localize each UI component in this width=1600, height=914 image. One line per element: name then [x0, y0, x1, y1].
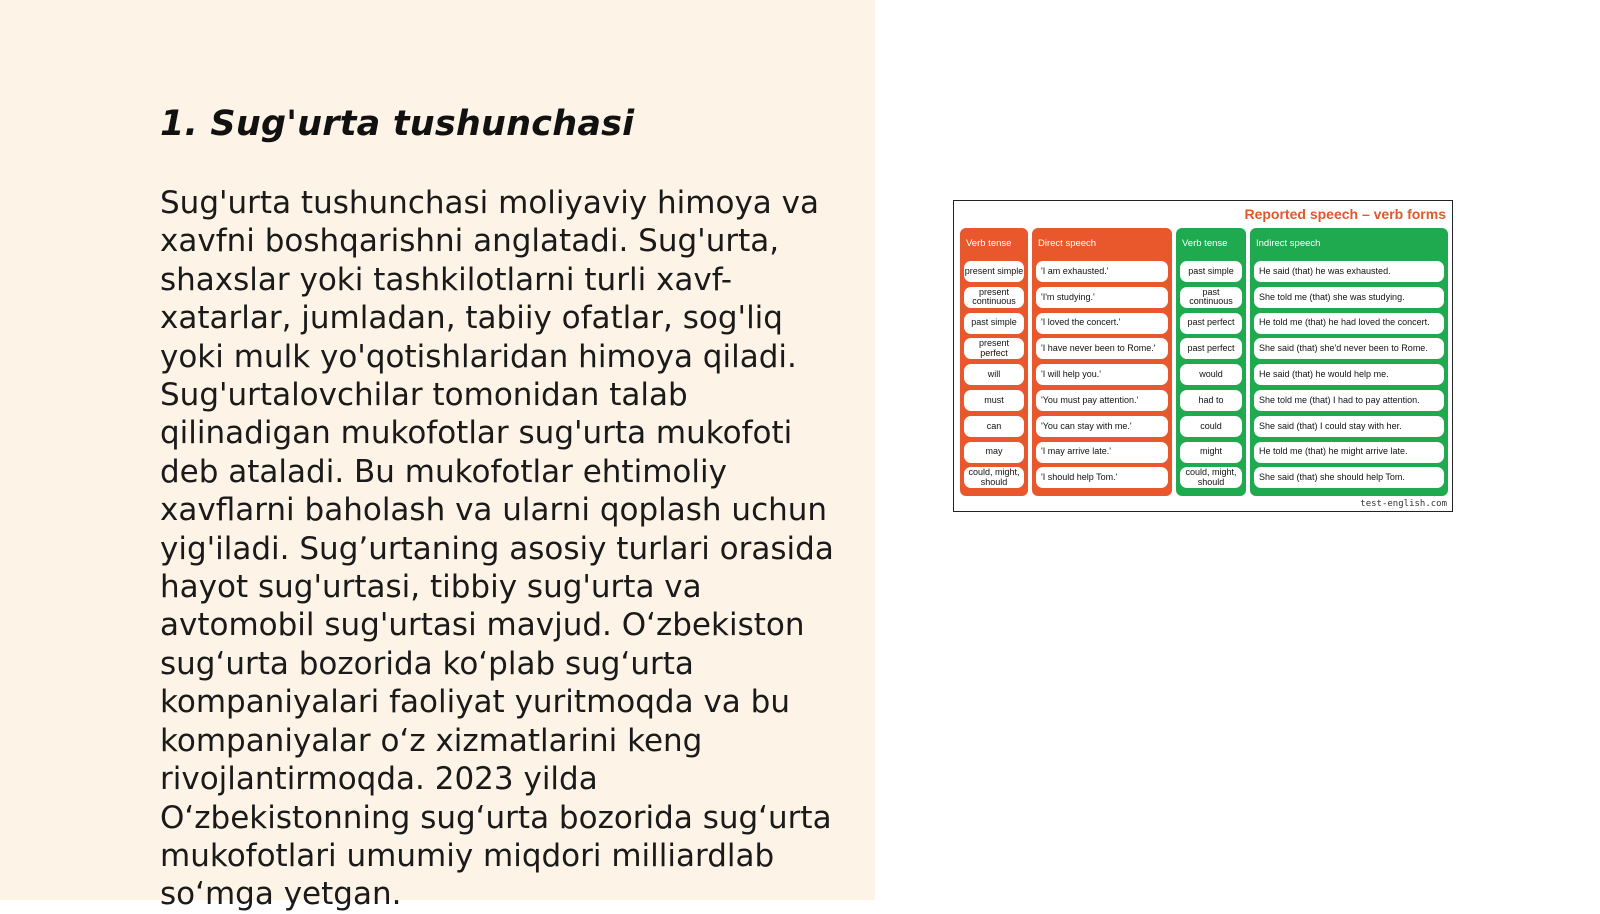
verb-tense-cell: present continuous [964, 287, 1024, 308]
indirect-speech-cell: She told me (that) I had to pay attention. [1254, 390, 1444, 411]
indirect-speech-cell: She said (that) I could stay with her. [1254, 416, 1444, 437]
slide-paragraph: Sug'urta tushunchasi moliyaviy himoya va xavfni boshqarishni anglatadi. Sug'urta, shaxslar yoki tashkilotlarni turli xavf-xatarlar, jumladan, tabiiy ofatlar, sog'liq yoki mulk yo'qotishlaridan himoya qiladi. Sug'urtalovchilar tomonidan talab qilinadigan mukofotlar sug'urta mukofoti deb ataladi. Bu mukofotlar ehtimoliy xavflarni baholash va ularni qoplash uchun yig'iladi. Sug’urtaning asosiy turlari orasida hayot sug'urtasi, tibbiy sug'urta va avtomobil sug'urtasi mavjud. O‘zbekiston sug‘urta bozorida ko‘plab sug‘urta kompaniyalari faoliyat yuritmoqda va bu kompaniyalar o‘z xizmatlarini keng rivojlantirmoqda. 2023 yilda O‘zbekistonning sug‘urta bozorida sug‘urta mukofotlari umumiy miqdori milliardlab so‘mga yetgan. [160, 185, 834, 913]
verb-tense-cell: past simple [964, 313, 1024, 334]
verb-tense-cell: present perfect [964, 338, 1024, 359]
direct-speech-cell: 'You must pay attention.' [1036, 390, 1168, 411]
verb-tense-cell: past perfect [1180, 338, 1242, 359]
verb-tense-cell: past perfect [1180, 313, 1242, 334]
slide-heading: 1. Sug'urta tushunchasi [160, 104, 635, 144]
verb-tense-cell: could [1180, 416, 1242, 437]
verb-tense-cell: would [1180, 364, 1242, 385]
indirect-speech-cell: She said (that) she'd never been to Rome. [1254, 338, 1444, 359]
indirect-speech-cell: She said (that) she should help Tom. [1254, 467, 1444, 488]
verb-tense-cell: can [964, 416, 1024, 437]
indirect-speech-cell: She told me (that) she was studying. [1254, 287, 1444, 308]
column-header: Indirect speech [1256, 238, 1321, 249]
column-header: Verb tense [966, 238, 1012, 249]
direct-speech-cell: 'I have never been to Rome.' [1036, 338, 1168, 359]
verb-tense-cell: past continuous [1180, 287, 1242, 308]
verb-tense-cell: had to [1180, 390, 1242, 411]
indirect-speech-cell: He told me (that) he might arrive late. [1254, 442, 1444, 463]
figure-credit: test-english.com [1360, 499, 1447, 509]
verb-tense-cell: must [964, 390, 1024, 411]
verb-tense-cell: present simple [964, 261, 1024, 282]
verb-tense-cell: could, might, should [964, 467, 1024, 488]
column-header: Verb tense [1182, 238, 1228, 249]
direct-speech-cell: 'You can stay with me.' [1036, 416, 1168, 437]
indirect-speech-cell: He said (that) he was exhausted. [1254, 261, 1444, 282]
verb-tense-cell: could, might, should [1180, 467, 1242, 488]
verb-tense-cell: might [1180, 442, 1242, 463]
verb-tense-cell: past simple [1180, 261, 1242, 282]
direct-speech-cell: 'I loved the concert.' [1036, 313, 1168, 334]
verb-tense-cell: may [964, 442, 1024, 463]
indirect-speech-cell: He said (that) he would help me. [1254, 364, 1444, 385]
reported-speech-table-image [953, 200, 1453, 512]
direct-speech-cell: 'I'm studying.' [1036, 287, 1168, 308]
column-header: Direct speech [1038, 238, 1097, 249]
direct-speech-cell: 'I should help Tom.' [1036, 467, 1168, 488]
indirect-speech-cell: He told me (that) he had loved the concert. [1254, 313, 1444, 334]
figure-title: Reported speech – verb forms [1244, 206, 1446, 222]
direct-speech-cell: 'I may arrive late.' [1036, 442, 1168, 463]
direct-speech-cell: 'I am exhausted.' [1036, 261, 1168, 282]
verb-tense-cell: will [964, 364, 1024, 385]
direct-speech-cell: 'I will help you.' [1036, 364, 1168, 385]
